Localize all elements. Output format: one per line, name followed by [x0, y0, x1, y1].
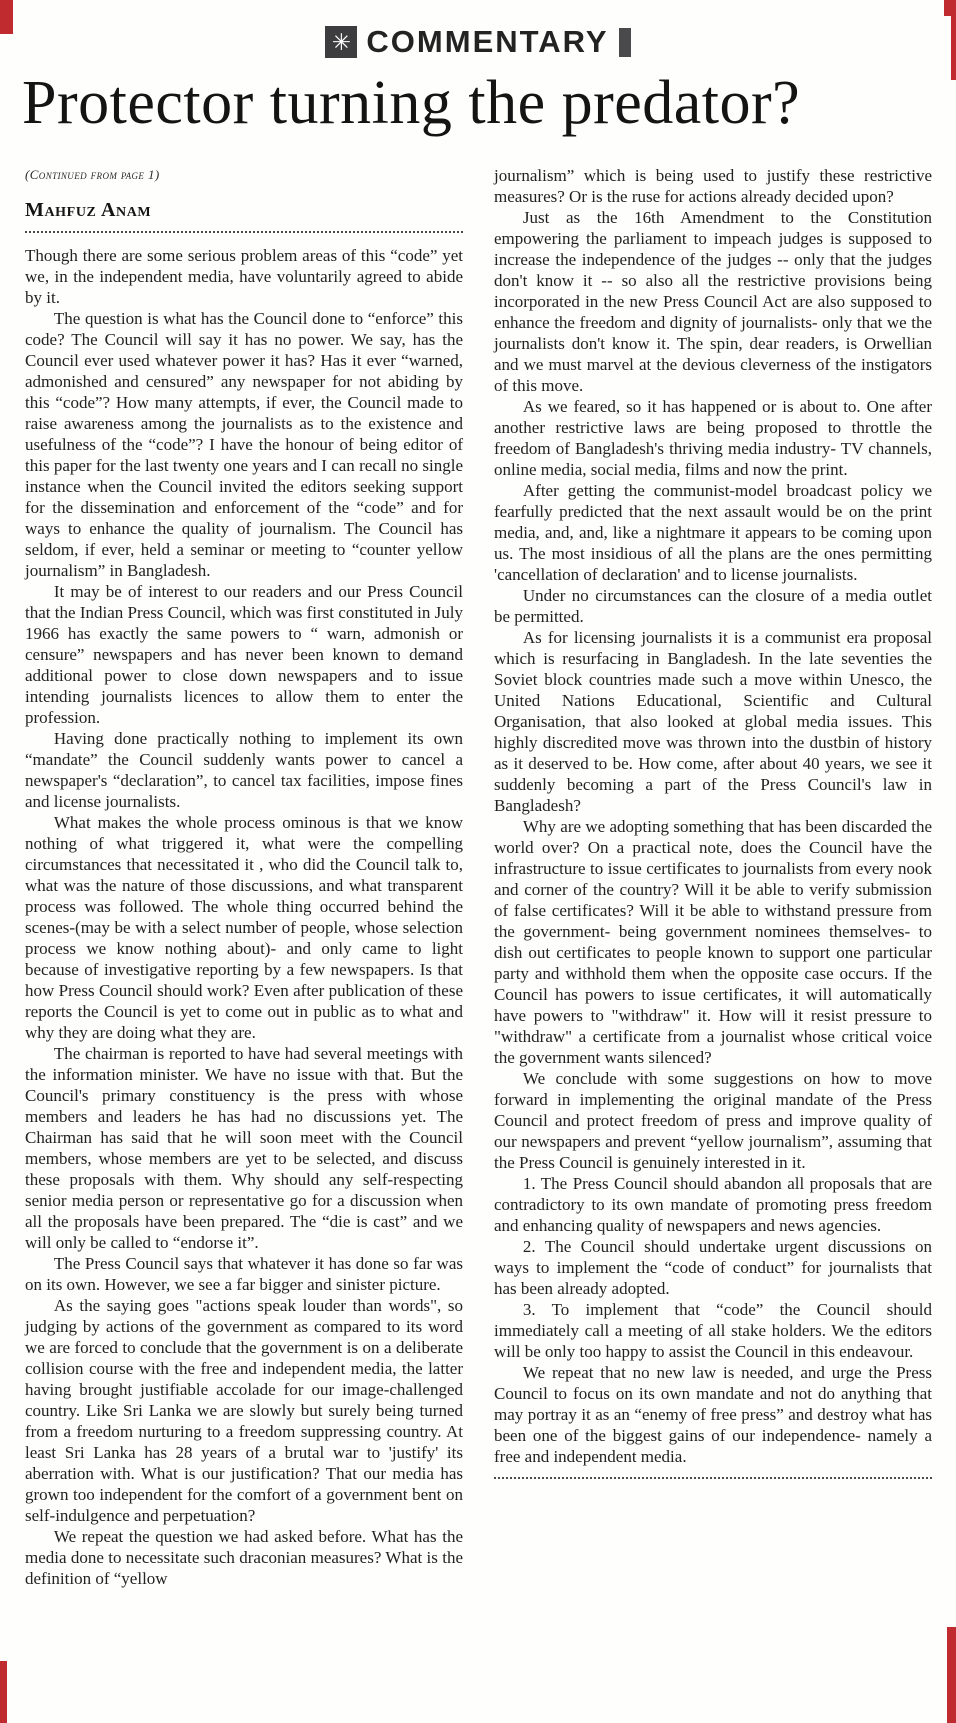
- paragraph: The Press Council says that whatever it has done so far was on its own. However, we see a far bigger and sinister picture.: [25, 1254, 463, 1294]
- paragraph: 2. The Council should undertake urgent discussions on ways to implement the “code of conduct” for journalists that has been already adopted.: [494, 1237, 932, 1298]
- paragraph: We repeat the question we had asked before. What has the media done to necessitate such draconian measures? What is the definition of “yellow: [25, 1527, 463, 1588]
- section-label: COMMENTARY: [366, 24, 609, 59]
- masthead: [0, 0, 956, 60]
- paragraph: 1. The Press Council should abandon all proposals that are contradictory to its own mandate of promoting press freedom and enhancing quality of newspapers and news agencies.: [494, 1174, 932, 1235]
- paragraph: Why are we adopting something that has been discarded the world over? On a practical note, does the Council have the infrastructure to issue certificates to journalists from every nook and corner of the country? Will it be able to verify submission of false certificates? Will it be able to withstand pressure from the government- being government nominees themselves- to dish out certificates to people known to support one particular party and withhold them when the opposite case occurs. If the Council has powers to issue certificates, it will automatically have powers to "withdraw" it. How will it resist pressure to "withdraw" a certificate from a journalist whose critical voice the government wants silenced?: [494, 817, 932, 1067]
- page-edge-mark: [951, 16, 956, 80]
- paragraph: We conclude with some suggestions on how to move forward in implementing the original mandate of the Press Council and protect freedom of press and improve quality of our newspapers and prevent “yellow journalism”, assuming that the Press Council is genuinely interested in it.: [494, 1069, 932, 1172]
- page-title: Protector turning the predator?: [22, 69, 801, 137]
- page-edge-mark: [947, 1627, 956, 1723]
- dotted-separator: [25, 231, 463, 233]
- paragraph: Having done practically nothing to implement its own “mandate” the Council suddenly wants power to cancel a newspaper's “declaration”, to cancel tax facilities, impose fines and license journalists.: [25, 729, 463, 811]
- byline: Mahfuz Anam: [25, 199, 152, 221]
- paragraph: The chairman is reported to have had several meetings with the information minister. We have no issue with that. But the Council's primary constituency is the press with whose members and leaders he has had no discussions yet. The Chairman has said that he will soon meet with the Council members, whose members are yet to be selected, and discuss these proposals with them. Why should any self-respecting senior media person or representative go for a discussion when all the proposals have been prepared. The “die is cast” and we will only be called to “endorse it”.: [25, 1044, 463, 1252]
- page-edge-mark: [0, 0, 13, 34]
- paragraph: As the saying goes "actions speak louder than words", so judging by actions of the government as compared to its word we are forced to conclude that the government is on a deliberate collision course with the free and independent media, the latter having brought justifiable accolade for our image-challenged country. Like Sri Lanka we are slowly but surely being turned from a freedom nurturing to a freedom suppressing country. At least Sri Lanka has 28 years of a brutal war to 'justify' its aberration with. What is our justification? That our media has grown too independent for the comfort of a government bent on self-indulgence and perpetuation?: [25, 1296, 463, 1525]
- paragraph: Just as the 16th Amendment to the Constitution empowering the parliament to impeach judges is supposed to increase the independence of the judges -- only that the judges don't know it -- so also all the restrictive provisions being incorporated in the new Press Council Act are also supposed to enhance the freedom and dignity of journalists- only that we the journalists don't know it. The spin, dear readers, is Orwellian and we must marvel at the devious cleverness of the instigators of this move.: [494, 208, 932, 395]
- paragraph: We repeat that no new law is needed, and urge the Press Council to focus on its own mandate and not do anything that may portray it as an “enemy of free press” and destroy what has been one of the biggest gains of our independence- namely a free and independent media.: [494, 1363, 932, 1466]
- paragraph: As we feared, so it has happened or is about to. One after another restrictive laws are being proposed to throttle the freedom of Bangladesh's thriving media industry- TV channels, online media, social media, films and now the print.: [494, 397, 932, 479]
- masthead-end-bar-icon: [619, 28, 631, 57]
- page-edge-mark: [944, 0, 956, 16]
- article-body: [0, 139, 956, 1589]
- left-column-text: [25, 245, 463, 1589]
- page-edge-mark: [0, 1661, 7, 1723]
- paragraph: Though there are some serious problem areas of this “code” yet we, in the independent media, have voluntarily agreed to abide by it.: [25, 246, 463, 307]
- star-glyph: ✳: [331, 29, 352, 55]
- commentary-star-icon: [325, 26, 357, 58]
- dotted-separator-bottom: [494, 1477, 932, 1479]
- paragraph: The question is what has the Council done to “enforce” this code? The Council will say it has no power. We say, has the Council ever used whatever power it has? Has it ever “warned, admonished and censured” any newspaper for not abiding by this “code”? How many attempts, if ever, the Council made to raise awareness among the journalists as to the existence and usefulness of the “code”? I have the honour of being editor of this paper for the last twenty one years and I can recall no single instance when the Council invited the editors seeking support for the dissemination and enforcement of the “code” and for ways to enhance the quality of journalism. The Council has seldom, if ever, held a seminar or meeting to “counter yellow journalism” in Bangladesh.: [25, 309, 463, 580]
- continued-note: (Continued from page 1): [25, 167, 160, 182]
- right-column-text: [494, 165, 932, 1467]
- left-column: [25, 165, 463, 1589]
- paragraph: What makes the whole process ominous is that we know nothing of what triggered it, what were the compelling circumstances that necessitated it , who did the Council talk to, what was the nature of those discussions, and what transparent process was followed. The whole thing occurred behind the scenes-(may be with a select number of people, whose selection process we know nothing about)- and only came to light because of investigative reporting by a few newspapers. Is that how Press Council should work? Even after publication of these reports the Council is yet to come out in public as to what and why they are doing what they are.: [25, 813, 463, 1042]
- paragraph: After getting the communist-model broadcast policy we fearfully predicted that the next assault would be on the print media, and, and, like a nightmare it appears to be coming upon us. The most insidious of all the plans are the ones permitting 'cancellation of declaration' and to license journalists.: [494, 481, 932, 584]
- right-column: [494, 165, 932, 1589]
- paragraph: As for licensing journalists it is a communist era proposal which is resurfacing in Bangladesh. In the late seventies the Soviet block countries made such a move within Unesco, the United Nations Educational, Scientific and Cultural Organisation, that also looked at global media issues. This highly discredited move was thrown into the dustbin of history as it deserved to be. How come, after about 40 years, we see it suddenly becoming a part of the Press Council's law in Bangladesh?: [494, 628, 932, 815]
- paragraph: It may be of interest to our readers and our Press Council that the Indian Press Council, which was first constituted in July 1966 has exactly the same powers to “ warn, admonish or censure” newspapers and has never been known to demand additional power to close down newspapers and to issue intending journalists licences to allow them to enter the profession.: [25, 582, 463, 727]
- paragraph: Under no circumstances can the closure of a media outlet be permitted.: [494, 586, 932, 626]
- paragraph: journalism” which is being used to justify these restrictive measures? Or is the ruse for actions already decided upon?: [494, 166, 932, 206]
- paragraph: 3. To implement that “code” the Council should immediately call a meeting of all stake holders. We the editors will be only too happy to assist the Council in this endeavour.: [494, 1300, 932, 1361]
